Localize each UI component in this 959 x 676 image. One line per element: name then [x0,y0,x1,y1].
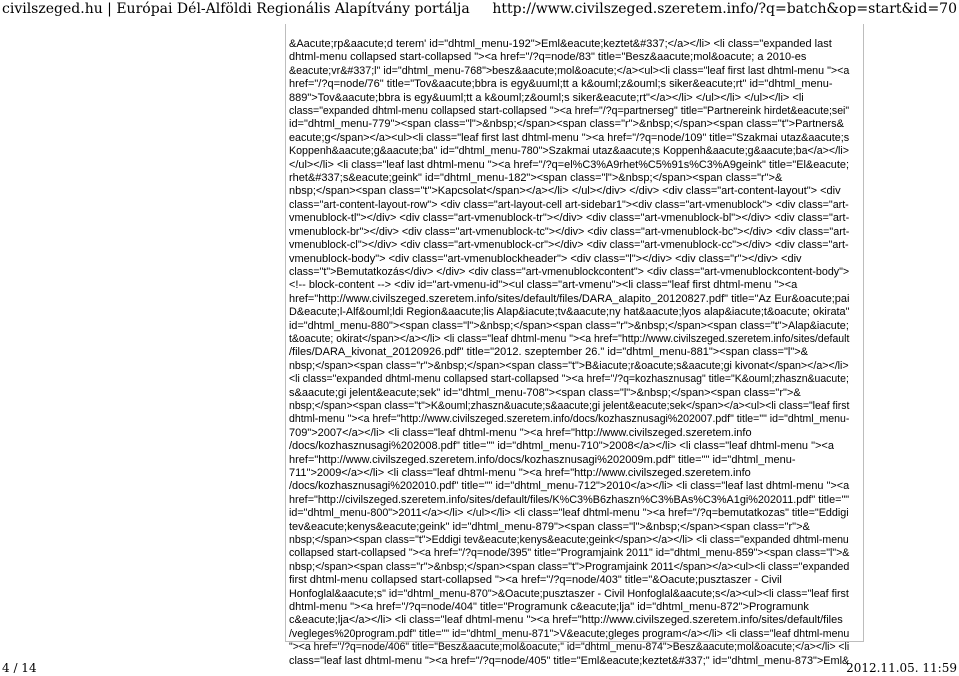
text-line: id="dhtml_menu-800">2011</a></li> </ul></li> <li class="leaf dhtml-menu "><a href="/?q=bemutatkozas" title="Eddigi [289,507,849,520]
text-line: dhtml-menu collapsed start-collapsed "><a href="/?q=node/83" title="Besz&aacute;mol&oacute; a 2010-es [289,51,807,64]
text-line: /docs/kozhasznusagi%202010.pdf" title="" id="dhtml_menu-712">2010</a></li> <li class="leaf last dhtml-menu "><a [289,480,850,493]
text-line: tev&eacute;kenys&eacute;geink" id="dhtml_menu-879"><span class="l">&nbsp;</span><span class="r">& [289,520,810,533]
text-line: D&eacute;l-Alf&ouml;ldi Region&aacute;lis Alap&iacute;tv&aacute;ny hat&aacute;lyos alap&iacute;t&oacute; okirata" [289,306,850,319]
text-line: t&oacute; okirat</span></a></li> <li class="leaf dhtml-menu "><a href="http://www.civilszeged.szeretem.info/sites/default [289,332,850,345]
text-line: eacute;g</span></a><ul><li class="leaf first last dhtml-menu "><a href="/?q=node/109" title="Szakmai utaz&aacute;s [289,131,850,144]
text-line: vmenublock-br"></div> <div class="art-vmenublock-tc"></div> <div class="art-vmenublock-bc"></div> <div class="art- [289,225,850,238]
text-line: href="http://civilszeged.szeretem.info/sites/default/files/K%C3%B6zhaszn%C3%BAs%C3%A1gi%202011.pdf" title="" [289,493,850,506]
text-line: "><a href="/?q=node/406" title="Besz&aacute;mol&oacute;" id="dhtml_menu-874">Besz&aacute;mol&oacute;</a></li> <li [289,641,850,654]
text-line: class="leaf last dhtml-menu "><a href="/?q=node/405" title="Eml&eacute;keztet&#337;" id="dhtml_menu-873">Eml& [289,654,850,667]
text-line: &Aacute;rp&aacute;d terem' id="dhtml_menu-192">Eml&eacute;keztet&#337;</a></li> <li class="expanded last [289,38,832,50]
text-line: &eacute;vr&#337;l" id="dhtml_menu-768">besz&aacute;mol&oacute;</a><ul><li class="leaf first last dhtml-menu "><a [289,64,850,77]
text-line: c&eacute;lja</a></li> <li class="leaf dhtml-menu "><a href="http://www.civilszeged.szeretem.info/sites/default/files [289,614,843,627]
text-line: nbsp;</span><span class="r">&nbsp;</span><span class="t">Programjaink 2011</span></a><ul><li class="expanded [289,560,850,573]
text-line: /files/DARA_kivonat_20120926.pdf" title="2012. szeptember 26." id="dhtml_menu-881"><span class="l">& [289,346,808,359]
text-line: <!-- block-content --> <div id="art-vmenu-id"><ul class="art-vmenu"><li class="leaf first dhtml-menu "><a [289,279,798,292]
text-line: nbsp;</span><span class="t">Kapcsolat</span></a></li> </ul></div> </div> <div class="art-content-layout"> <div [289,185,841,198]
text-line: id="dhtml_menu-779"><span class="l">&nbsp;</span><span class="r">&nbsp;</span><span class="t">Partners& [289,118,845,131]
text-line: s&aacute;gi jelent&eacute;sek" id="dhtml_menu-708"><span class="l">&nbsp;</span><span class="r">& [289,386,801,399]
print-timestamp: 2012.11.05. 11:59 [846,661,957,675]
text-line: Honfoglal&aacute;s" id="dhtml_menu-870">&Oacute;pusztaszer - Civil Honfoglal&aacute;s</a><ul><li class="leaf first [289,587,849,600]
text-line: nbsp;</span><span class="t">Eddigi tev&eacute;kenys&eacute;geink</span></a></li> <li class="expanded dhtml-menu [289,534,849,547]
text-line: /vegleges%20program.pdf" title="" id="dhtml_menu-871">V&eacute;gleges program</a></li> <li class="leaf dhtml-menu [289,627,850,640]
text-line: 889">Tov&aacute;bbra is egy&uuml;tt a k&ouml;z&ouml;s siker&eacute;rt"</a></li> </ul></li> </ul></li> <li [289,91,804,104]
text-line: vmenublock-body"> <div class="art-vmenublockheader"> <div class="l"></div> <div class="r"></div> <div [289,252,802,265]
text-line: class="t">Bemutatkozás</div> </div> <div class="art-vmenublockcontent"> <div class="art-vmenublockcontent-body"> [289,265,850,278]
page-title: civilszeged.hu | Európai Dél-Alföldi Regionális Alapítvány portálja [2,1,470,17]
source-text-block [289,38,850,667]
text-line: 711">2009</a></li> <li class="leaf dhtml-menu "><a href="http://www.civilszeged.szeretem.info [289,467,751,479]
text-line: class="art-content-layout-row"> <div class="art-layout-cell art-sidebar1"><div class="art-vmenublock"> <div class="art- [289,198,849,211]
text-line: class="expanded dhtml-menu collapsed start-collapsed "><a href="/?q=partnerseg" title="Partnereink hirdet&eacute;sei" [289,105,850,118]
text-line: rhet&#337;s&eacute;geink" id="dhtml_menu-182"><span class="l">&nbsp;</span><span class="r">& [289,172,783,185]
text-line: first dhtml-menu collapsed start-collapsed "><a href="/?q=node/403" title="&Oacute;pusztaszer - Civil [289,574,782,587]
text-line: <li class="expanded dhtml-menu collapsed start-collapsed "><a href="/?q=kozhasznusag" title="K&ouml;zhaszn&uacute; [289,373,849,386]
text-line: 709">2007</a></li> <li class="leaf dhtml-menu "><a href="http://www.civilszeged.szeretem.info [289,426,752,439]
text-line: nbsp;</span><span class="r">&nbsp;</span><span class="t">B&iacute;r&oacute;s&aacute;gi kivonat</span></a></li> [289,359,849,372]
text-line: href="http://www.civilszeged.szeretem.info/sites/default/files/DARA_alapito_20120827.pdf" title="Az Eur&oacute;pai [289,292,850,305]
print-footer [0,660,959,676]
text-line: /docs/kozhasznusagi%202008.pdf" title="" id="dhtml_menu-710">2008</a></li> <li class="leaf dhtml-menu "><a [289,440,834,453]
page-url: http://www.civilszeged.szeretem.info/?q=batch&op=start&id=70 [492,1,957,17]
text-line: id="dhtml_menu-880"><span class="l">&nbsp;</span><span class="r">&nbsp;</span><span class="t">Alap&iacute; [289,319,849,332]
text-line: dhtml-menu "><a href="/?q=node/404" title="Programunk c&eacute;lja" id="dhtml_menu-872">Programunk [289,601,809,614]
text-line: dhtml-menu "><a href="http://www.civilszeged.szeretem.info/docs/kozhasznusagi%202007.pdf" title="" id="dhtml_menu- [289,413,850,426]
text-line: vmenublock-tl"></div> <div class="art-vmenublock-tr"></div> <div class="art-vmenublock-bl"></div> <div class="art- [289,212,850,225]
text-line: Koppenh&aacute;g&aacute;ba" id="dhtml_menu-780">Szakmai utaz&aacute;s Koppenh&aacute;g&aacute;ba</a></li> [289,145,850,158]
text-line: nbsp;</span><span class="t">K&ouml;zhaszn&uacute;s&aacute;gi jelent&eacute;sek</span></a><ul><li class="leaf first [289,399,850,412]
text-line: vmenublock-cl"></div> <div class="art-vmenublock-cr"></div> <div class="art-vmenublock-cc"></div> <div class="art- [289,239,849,252]
page-number: 4 / 14 [2,661,37,675]
text-line: href="http://www.civilszeged.szeretem.info/docs/kozhasznusagi%202009m.pdf" title="" id="dhtml_menu- [289,453,796,466]
text-line: </ul></li> <li class="leaf last dhtml-menu "><a href="/?q=el%C3%A9rhet%C5%91s%C3%A9geink" title="El&eacute; [289,158,850,171]
text-line: collapsed start-collapsed "><a href="/?q=node/395" title="Programjaink 2011" id="dhtml_menu-859"><span class="l">& [289,547,850,560]
text-line: href="/?q=node/76" title="Tov&aacute;bbra is egy&uuml;tt a k&ouml;z&ouml;s siker&eacute;rt" id="dhtml_menu- [289,78,833,91]
print-header [0,0,959,20]
